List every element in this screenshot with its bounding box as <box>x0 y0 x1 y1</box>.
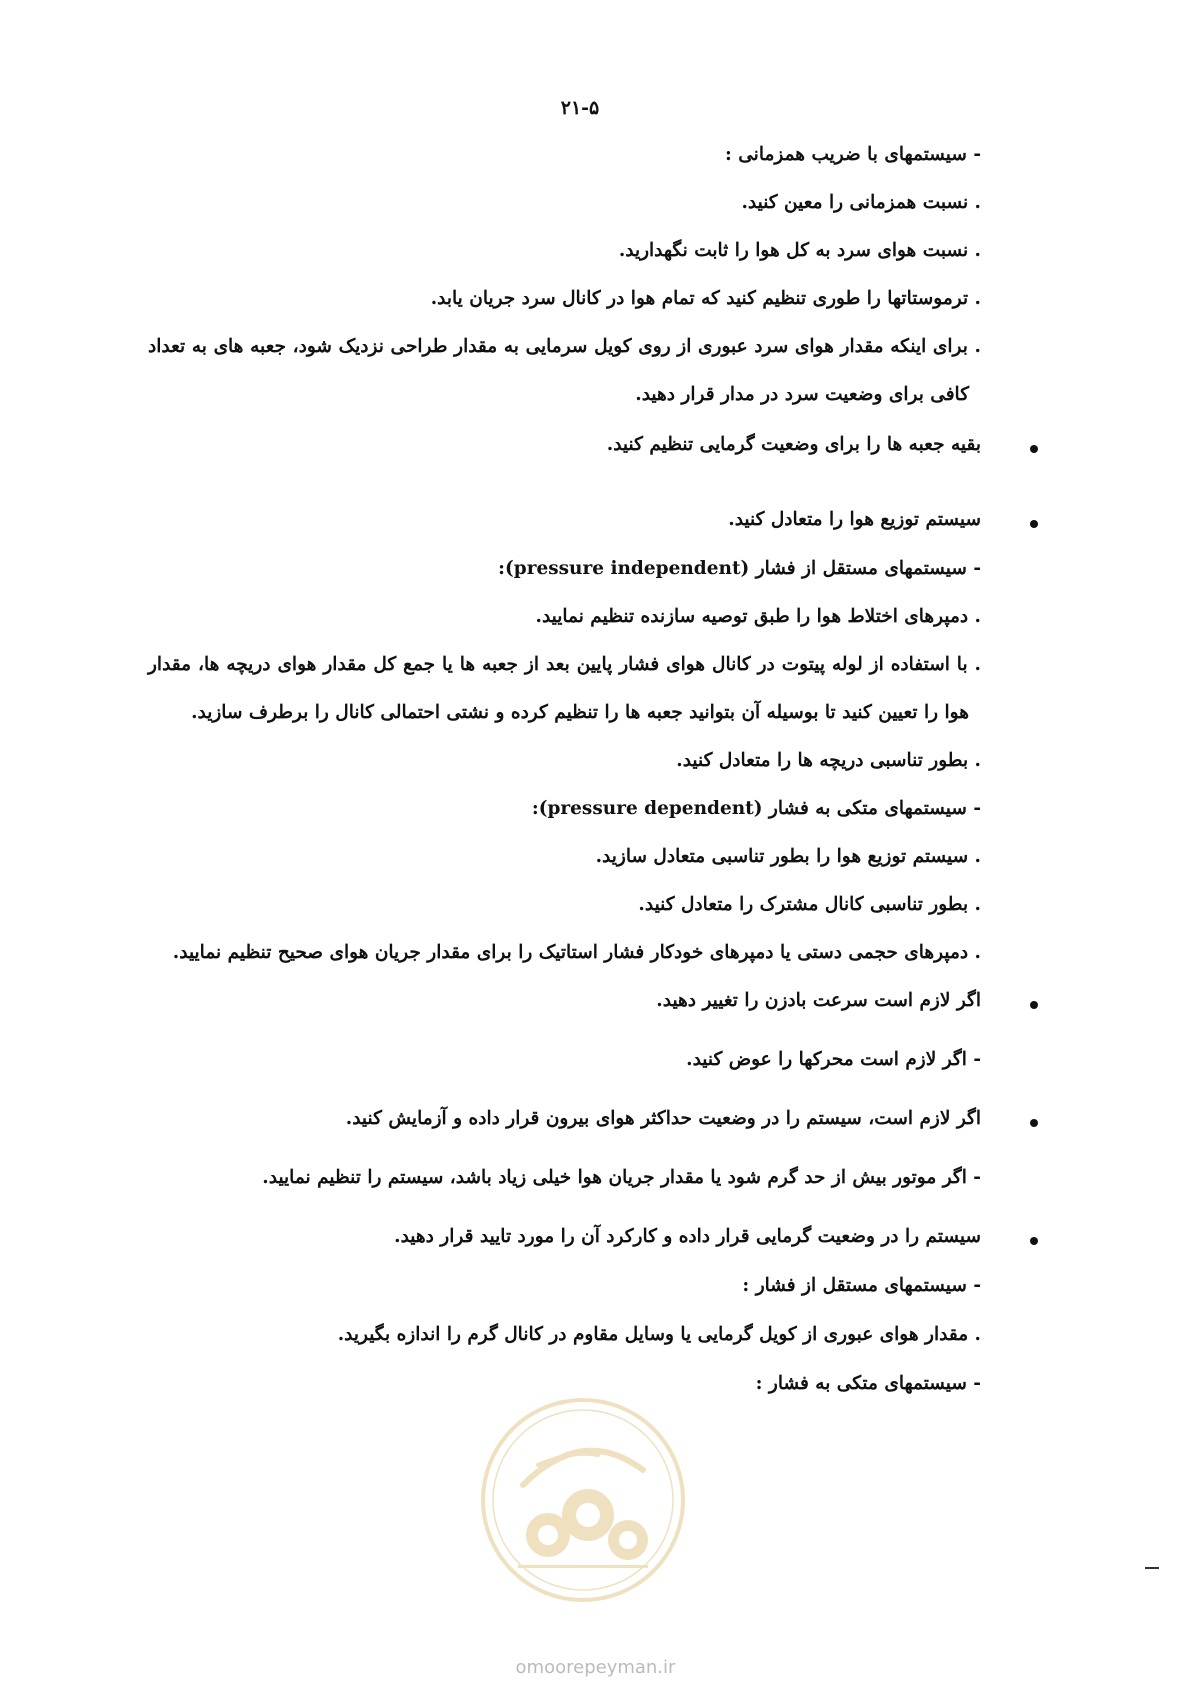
text-line: . ترموستاتها را طوری تنظیم کنید که تمام هوا در کانال سرد جریان یابد. <box>430 288 981 309</box>
text-line: . بطور تناسبی کانال مشترک را متعادل کنید. <box>638 894 981 915</box>
watermark-logo <box>478 1395 688 1605</box>
text-line: سیستم توزیع هوا را متعادل کنید. <box>728 509 981 530</box>
bullet-dot <box>1030 445 1038 453</box>
text-line: - سیستمهای با ضریب همزمانی : <box>724 144 981 165</box>
text-line: - سیستمهای متکی به فشار : <box>755 1373 981 1394</box>
text-line: بقیه جعبه ها را برای وضعیت گرمایی تنظیم کنید. <box>606 434 981 455</box>
text-line: . با استفاده از لوله پیتوت در کانال هوای فشار پایین بعد از جعبه ها یا جمع کل مقدار هوای دریچه ها، مقدار <box>148 654 981 675</box>
margin-mark <box>1145 1567 1159 1569</box>
text-line: . نسبت هوای سرد به کل هوا را ثابت نگهدارید. <box>618 240 981 261</box>
page-number: ۲۱-۵ <box>560 97 600 119</box>
bullet-dot <box>1030 1237 1038 1245</box>
text-line: . دمپرهای اختلاط هوا را طبق توصیه سازنده تنظیم نمایید. <box>535 606 981 627</box>
text-line: . سیستم توزیع هوا را بطور تناسبی متعادل سازید. <box>595 846 981 867</box>
bullet-dot <box>1030 1119 1038 1127</box>
text-line: - اگر لازم است محرکها را عوض کنید. <box>686 1049 981 1070</box>
bullet-dot <box>1030 520 1038 528</box>
text-line: . نسبت همزمانی را معین کنید. <box>741 192 981 213</box>
text-line: - سیستمهای مستقل از فشار : <box>742 1275 981 1296</box>
text-line: کافی برای وضعیت سرد در مدار قرار دهید. <box>635 384 969 405</box>
text-line: . بطور تناسبی دریچه ها را متعادل کنید. <box>676 750 981 771</box>
text-line: هوا را تعیین کنید تا بوسیله آن بتوانید جعبه ها را تنظیم کرده و نشتی احتمالی کانال را برطرف سازید. <box>191 702 969 723</box>
text-line: - سیستمهای مستقل از فشار (pressure independent): <box>498 558 981 579</box>
text-line: سیستم را در وضعیت گرمایی قرار داده و کارکرد آن را مورد تایید قرار دهید. <box>394 1226 981 1247</box>
text-line: . دمپرهای حجمی دستی یا دمپرهای خودکار فشار استاتیک را برای مقدار جریان هوای صحیح تنظیم نمایید. <box>172 942 981 963</box>
text-line: اگر لازم است، سیستم را در وضعیت حداکثر هوای بیرون قرار داده و آزمایش کنید. <box>345 1108 981 1129</box>
bullet-dot <box>1030 1001 1038 1009</box>
text-line: . مقدار هوای عبوری از کویل گرمایی یا وسایل مقاوم در کانال گرم را اندازه بگیرید. <box>337 1324 981 1345</box>
text-line: اگر لازم است سرعت بادزن را تغییر دهید. <box>656 990 981 1011</box>
text-line: - اگر موتور بیش از حد گرم شود یا مقدار جریان هوا خیلی زیاد باشد، سیستم را تنظیم نمایید. <box>262 1167 981 1188</box>
watermark-url: omoorepeyman.ir <box>515 1657 676 1678</box>
text-line: - سیستمهای متکی به فشار (pressure dependent): <box>531 798 981 819</box>
text-line: . برای اینکه مقدار هوای سرد عبوری از روی کویل سرمایی به مقدار طراحی نزدیک شود، جعبه های به تعداد <box>148 336 981 357</box>
